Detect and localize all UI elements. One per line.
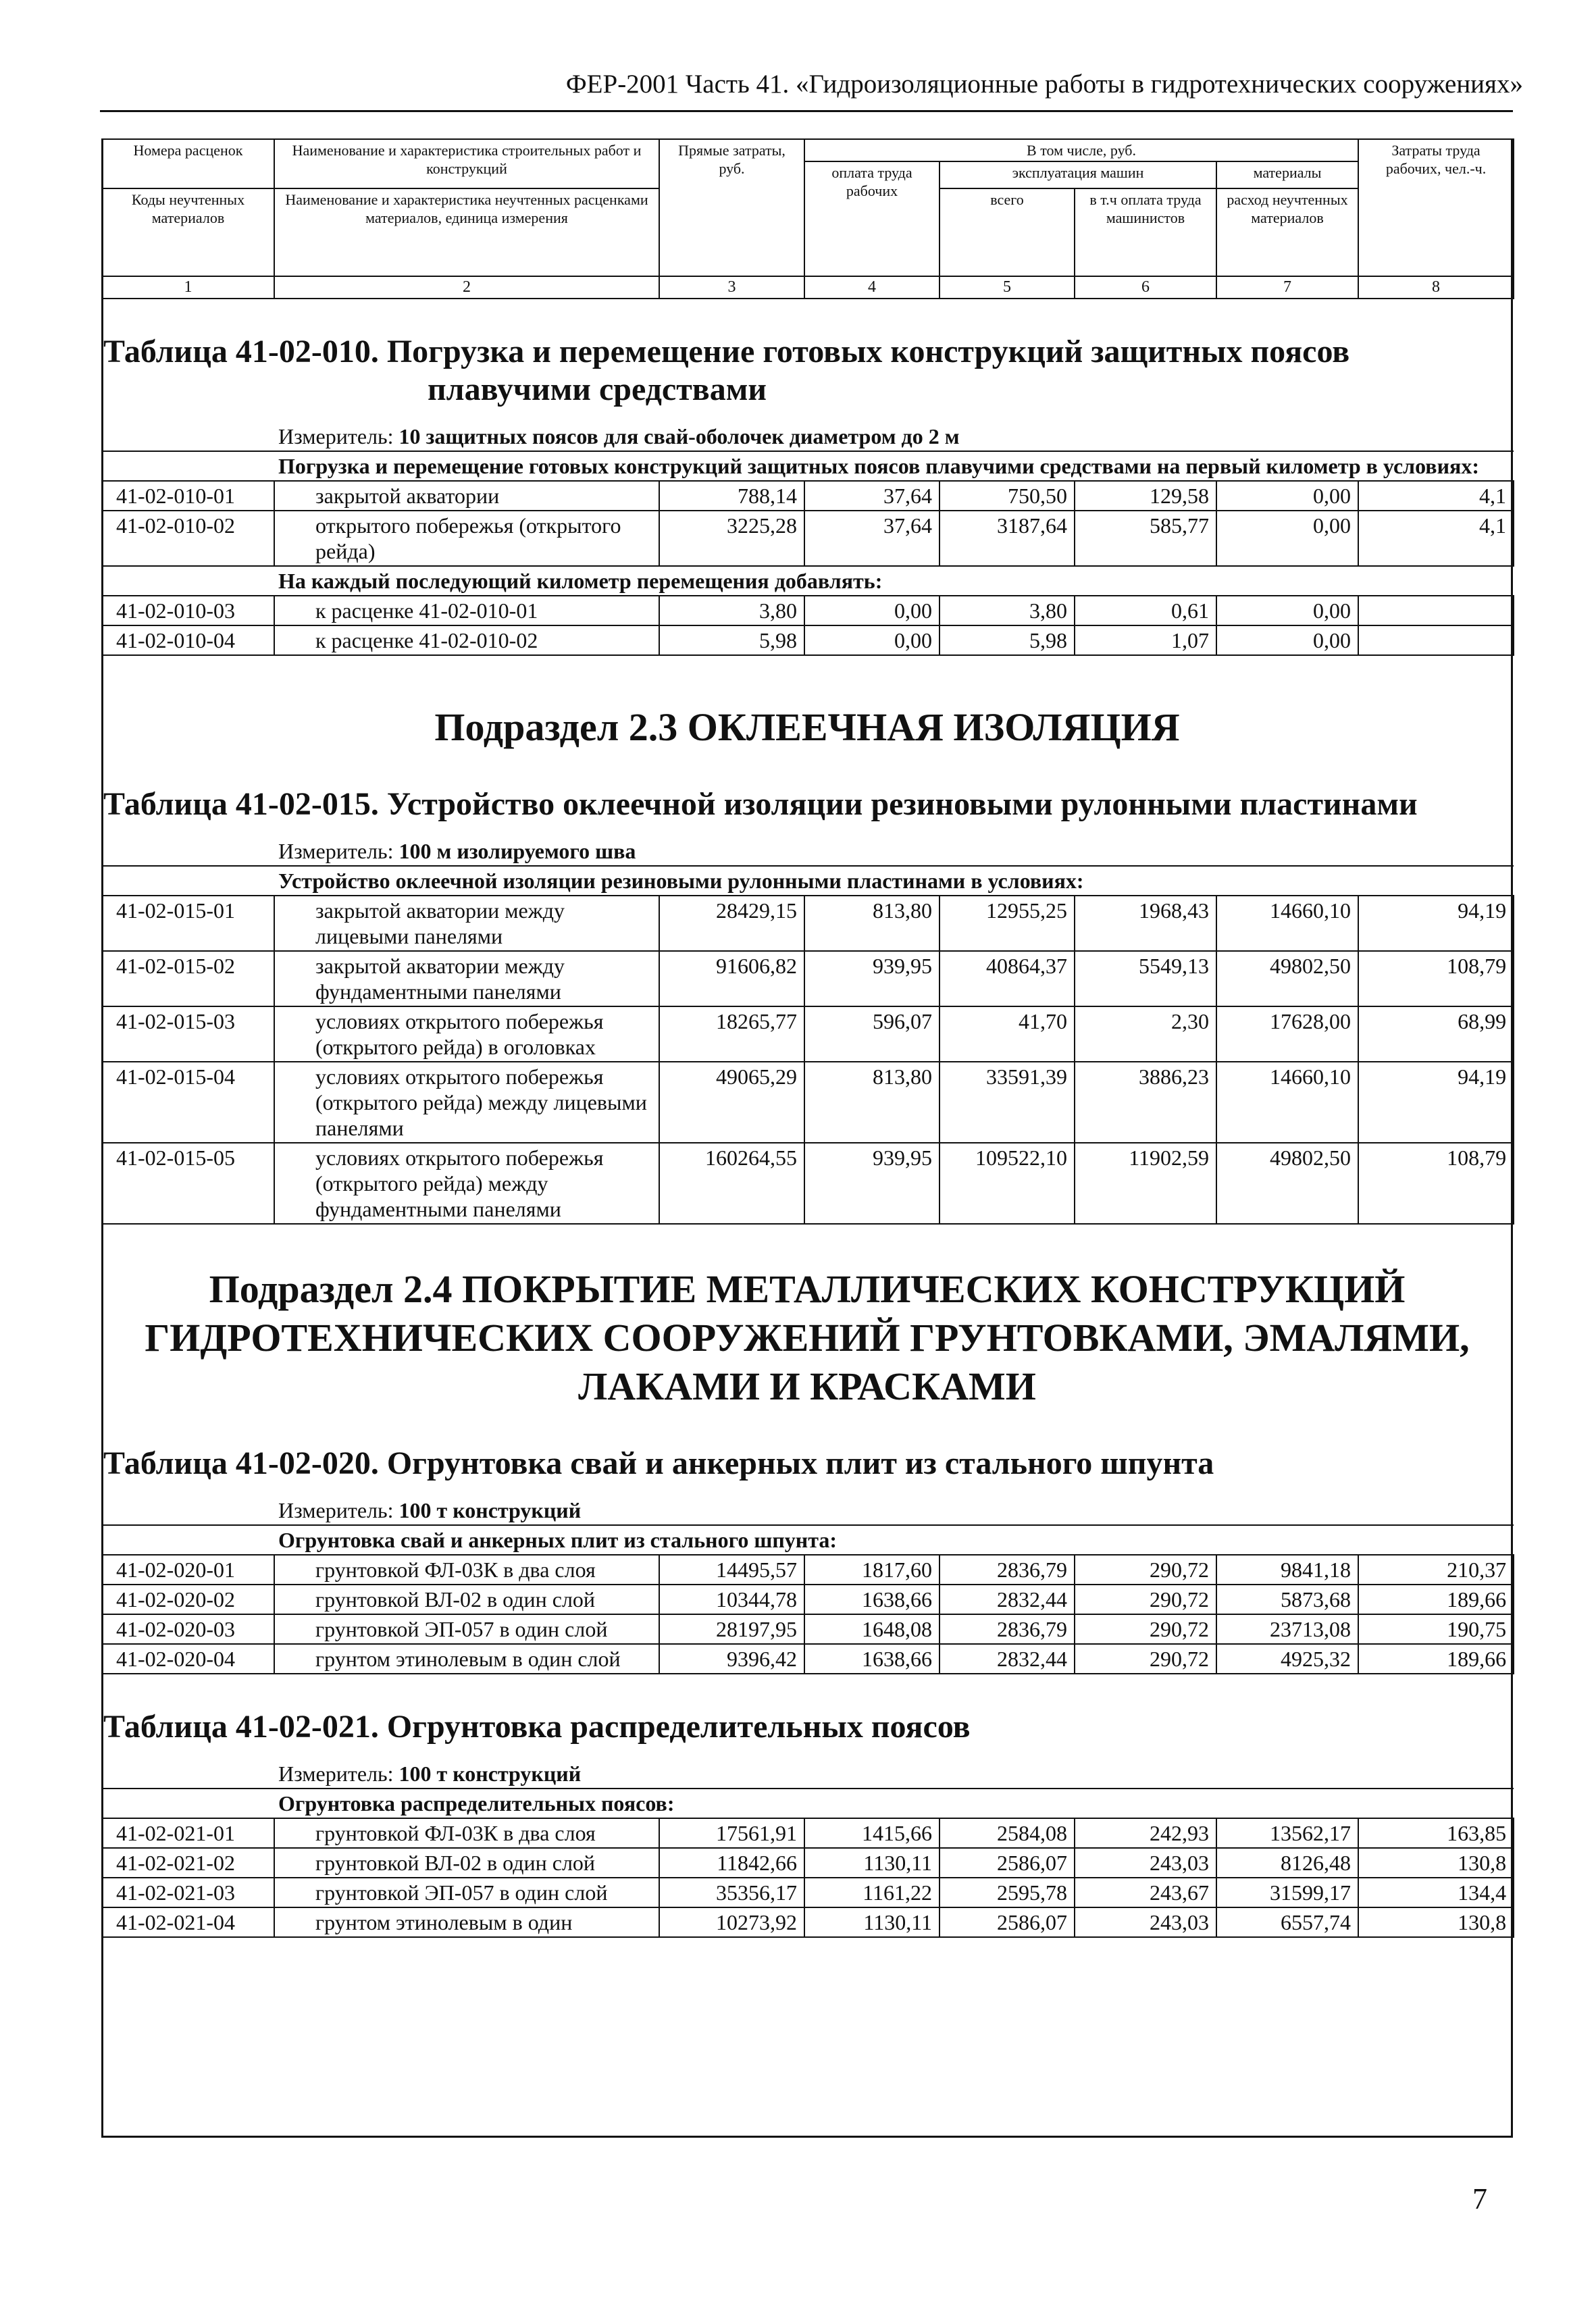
page-frame: [101, 138, 1513, 2138]
machinist-pay: 242,93: [1075, 1818, 1216, 1848]
machinist-pay: 5549,13: [1075, 951, 1216, 1006]
material-cost: 9841,18: [1216, 1555, 1358, 1585]
material-cost: 14660,10: [1216, 896, 1358, 951]
col6-header: в т.ч оплата труда машинистов: [1075, 188, 1216, 276]
work-name: грунтовкой ВЛ-02 в один слой: [274, 1585, 659, 1614]
table-021-measure: [274, 1759, 1514, 1789]
labor-hours: 163,85: [1358, 1818, 1514, 1848]
work-name: условиях открытого побережья (открытого рейда) в оголовках: [274, 1006, 659, 1062]
labor-pay: 813,80: [804, 1062, 939, 1143]
measure-value: 100 м изолируемого шва: [398, 839, 636, 863]
measure-label: Измеритель:: [278, 1498, 399, 1522]
measure-value: 100 т конструкций: [398, 1762, 582, 1786]
direct-cost: 17561,91: [659, 1818, 804, 1848]
labor-hours: 108,79: [1358, 951, 1514, 1006]
measure-value: 10 защитных поясов для свай-оболочек диаметром до 2 м: [398, 424, 960, 448]
labor-pay: 1130,11: [804, 1848, 939, 1878]
table-row: [102, 1614, 1514, 1644]
labor-pay: 0,00: [804, 596, 939, 625]
direct-cost: 11842,66: [659, 1848, 804, 1878]
table-010-rows-2: [102, 596, 1514, 655]
table-row: [102, 896, 1514, 951]
col8-header: Затраты труда рабочих, чел.-ч.: [1358, 139, 1514, 276]
direct-cost: 35356,17: [659, 1878, 804, 1907]
section-2-4-title: [103, 1265, 1511, 1411]
direct-cost: 5,98: [659, 625, 804, 655]
table-010-title-line1: Таблица 41-02-010. Погрузка и перемещение готовых конструкций защитных поясов: [103, 334, 1350, 369]
machinist-pay: 290,72: [1075, 1614, 1216, 1644]
machinist-pay: 11902,59: [1075, 1143, 1216, 1224]
table-010-measure: [274, 422, 1514, 451]
table-row: [102, 951, 1514, 1006]
machinist-pay: 1968,43: [1075, 896, 1216, 951]
machine-total: 2584,08: [939, 1818, 1075, 1848]
table-row: [102, 1878, 1514, 1907]
labor-hours: 130,8: [1358, 1907, 1514, 1937]
machine-total: 2832,44: [939, 1644, 1075, 1674]
rate-code: 41-02-020-03: [102, 1614, 274, 1644]
rate-code: 41-02-020-01: [102, 1555, 274, 1585]
machine-total: 2586,07: [939, 1907, 1075, 1937]
direct-cost: 3,80: [659, 596, 804, 625]
table-row: [102, 1555, 1514, 1585]
material-cost: 49802,50: [1216, 1143, 1358, 1224]
work-name: грунтовкой ФЛ-03К в два слоя: [274, 1818, 659, 1848]
labor-pay: 596,07: [804, 1006, 939, 1062]
labor-hours: [1358, 625, 1514, 655]
table-010-title: [103, 333, 1511, 409]
col-num: 3: [659, 276, 804, 299]
table-row: [102, 1848, 1514, 1878]
table-row: [102, 1143, 1514, 1224]
col4-header: оплата труда рабочих: [804, 161, 939, 276]
direct-cost: 91606,82: [659, 951, 804, 1006]
machine-total: 5,98: [939, 625, 1075, 655]
direct-cost: 10344,78: [659, 1585, 804, 1614]
table-015-rows: [102, 896, 1514, 1224]
table-020-rows: [102, 1555, 1514, 1674]
rate-code: 41-02-021-03: [102, 1878, 274, 1907]
work-name: закрытой акватории между лицевыми панелями: [274, 896, 659, 951]
machine-total: 12955,25: [939, 896, 1075, 951]
material-cost: 17628,00: [1216, 1006, 1358, 1062]
table-015-measure: [274, 837, 1514, 866]
material-cost: 23713,08: [1216, 1614, 1358, 1644]
material-cost: 8126,48: [1216, 1848, 1358, 1878]
col-num: 5: [939, 276, 1075, 299]
work-name: грунтовкой ВЛ-02 в один слой: [274, 1848, 659, 1878]
direct-cost: 14495,57: [659, 1555, 804, 1585]
table-row: [102, 1585, 1514, 1614]
machine-total: 3187,64: [939, 511, 1075, 566]
incl-header: В том числе, руб.: [804, 139, 1358, 161]
table-010-rows: [102, 481, 1514, 566]
labor-pay: 1161,22: [804, 1878, 939, 1907]
direct-cost: 788,14: [659, 481, 804, 511]
material-cost: 0,00: [1216, 481, 1358, 511]
table-010: [101, 422, 1514, 656]
direct-cost: 18265,77: [659, 1006, 804, 1062]
machinist-pay: 2,30: [1075, 1006, 1216, 1062]
rate-code: 41-02-010-01: [102, 481, 274, 511]
table-015-title: Таблица 41-02-015. Устройство оклеечной изоляции резиновыми рулонными пластинами: [103, 786, 1418, 822]
rate-code: 41-02-015-01: [102, 896, 274, 951]
labor-hours: [1358, 596, 1514, 625]
labor-pay: 1638,66: [804, 1644, 939, 1674]
labor-pay: 939,95: [804, 1143, 939, 1224]
labor-hours: 190,75: [1358, 1614, 1514, 1644]
work-name: грунтовкой ЭП-057 в один слой: [274, 1878, 659, 1907]
labor-pay: 37,64: [804, 481, 939, 511]
table-row: [102, 1644, 1514, 1674]
table-020-title: Таблица 41-02-020. Огрунтовка свай и анкерных плит из стального шпунта: [103, 1445, 1214, 1481]
table-row: [102, 511, 1514, 566]
section-2-4-line1: Подраздел 2.4 ПОКРЫТИЕ МЕТАЛЛИЧЕСКИХ КОНСТРУКЦИЙ: [209, 1267, 1406, 1311]
labor-hours: 68,99: [1358, 1006, 1514, 1062]
col1-header-a: Номера расценок: [102, 139, 274, 188]
rate-code: 41-02-021-04: [102, 1907, 274, 1937]
table-021-rows: [102, 1818, 1514, 1937]
materials-header: материалы: [1216, 161, 1358, 188]
material-cost: 0,00: [1216, 596, 1358, 625]
rate-code: 41-02-015-04: [102, 1062, 274, 1143]
material-cost: 13562,17: [1216, 1818, 1358, 1848]
rate-code: 41-02-015-03: [102, 1006, 274, 1062]
col2-header-b: Наименование и характеристика неучтенных расценками материалов, единица измерения: [274, 188, 659, 276]
machinist-pay: 243,67: [1075, 1878, 1216, 1907]
labor-pay: 1648,08: [804, 1614, 939, 1644]
machine-total: 2836,79: [939, 1614, 1075, 1644]
table-row: [102, 1907, 1514, 1937]
material-cost: 31599,17: [1216, 1878, 1358, 1907]
direct-cost: 10273,92: [659, 1907, 804, 1937]
col-num: 8: [1358, 276, 1514, 299]
col2-header-a: Наименование и характеристика строительных работ и конструкций: [274, 139, 659, 188]
rate-code: 41-02-020-04: [102, 1644, 274, 1674]
table-row: [102, 1818, 1514, 1848]
direct-cost: 28197,95: [659, 1614, 804, 1644]
labor-pay: 0,00: [804, 625, 939, 655]
material-cost: 5873,68: [1216, 1585, 1358, 1614]
table-020-measure: [274, 1496, 1514, 1525]
labor-pay: 37,64: [804, 511, 939, 566]
running-header: ФЕР-2001 Часть 41. «Гидроизоляционные работы в гидротехнических сооружениях»: [565, 70, 1523, 99]
labor-hours: 189,66: [1358, 1585, 1514, 1614]
work-name: к расценке 41-02-010-02: [274, 625, 659, 655]
machinist-pay: 290,72: [1075, 1555, 1216, 1585]
table-row: [102, 1006, 1514, 1062]
labor-hours: 94,19: [1358, 1062, 1514, 1143]
page-number: 7: [1472, 2182, 1487, 2215]
col5-header: всего: [939, 188, 1075, 276]
labor-pay: 1415,66: [804, 1818, 939, 1848]
table-020: [101, 1496, 1514, 1674]
material-cost: 0,00: [1216, 511, 1358, 566]
rate-code: 41-02-015-05: [102, 1143, 274, 1224]
labor-hours: 210,37: [1358, 1555, 1514, 1585]
material-cost: 6557,74: [1216, 1907, 1358, 1937]
work-name: грунтовкой ФЛ-03К в два слоя: [274, 1555, 659, 1585]
table-010-title-line2: плавучими средствами: [428, 371, 767, 407]
table-015-condition: Устройство оклеечной изоляции резиновыми рулонными пластинами в условиях:: [274, 866, 1514, 896]
measure-label: Измеритель:: [278, 424, 399, 448]
labor-hours: 189,66: [1358, 1644, 1514, 1674]
rate-code: 41-02-021-01: [102, 1818, 274, 1848]
labor-hours: 130,8: [1358, 1848, 1514, 1878]
material-cost: 49802,50: [1216, 951, 1358, 1006]
table-row: [102, 481, 1514, 511]
machinist-pay: 0,61: [1075, 596, 1216, 625]
material-cost: 4925,32: [1216, 1644, 1358, 1674]
column-header-table: [101, 138, 1514, 299]
table-010-condition: Погрузка и перемещение готовых конструкций защитных поясов плавучими средствами на первый километр в условиях:: [274, 451, 1514, 481]
labor-hours: 94,19: [1358, 896, 1514, 951]
col-num: 1: [102, 276, 274, 299]
col1-header-b: Коды неучтенных материалов: [102, 188, 274, 276]
work-name: закрытой акватории: [274, 481, 659, 511]
col-num: 2: [274, 276, 659, 299]
direct-cost: 9396,42: [659, 1644, 804, 1674]
direct-cost: 28429,15: [659, 896, 804, 951]
machinist-pay: 1,07: [1075, 625, 1216, 655]
rate-code: 41-02-010-03: [102, 596, 274, 625]
rate-code: 41-02-020-02: [102, 1585, 274, 1614]
header-rule: [100, 110, 1513, 112]
machine-total: 2586,07: [939, 1848, 1075, 1878]
table-015: [101, 837, 1514, 1225]
work-name: условиях открытого побережья (открытого рейда) между лицевыми панелями: [274, 1062, 659, 1143]
table-row: [102, 1062, 1514, 1143]
labor-pay: 1130,11: [804, 1907, 939, 1937]
machine-total: 2832,44: [939, 1585, 1075, 1614]
labor-hours: 134,4: [1358, 1878, 1514, 1907]
labor-hours: 4,1: [1358, 481, 1514, 511]
material-cost: 0,00: [1216, 625, 1358, 655]
rate-code: 41-02-021-02: [102, 1848, 274, 1878]
machine-total: 109522,10: [939, 1143, 1075, 1224]
table-021-title: Таблица 41-02-021. Огрунтовка распределительных поясов: [103, 1709, 971, 1745]
machine-total: 40864,37: [939, 951, 1075, 1006]
direct-cost: 160264,55: [659, 1143, 804, 1224]
work-name: к расценке 41-02-010-01: [274, 596, 659, 625]
rate-code: 41-02-015-02: [102, 951, 274, 1006]
machine-total: 2595,78: [939, 1878, 1075, 1907]
table-row: [102, 596, 1514, 625]
labor-hours: 4,1: [1358, 511, 1514, 566]
section-2-3-title: Подраздел 2.3 ОКЛЕЕЧНАЯ ИЗОЛЯЦИЯ: [434, 705, 1180, 749]
section-2-4-line2: ГИДРОТЕХНИЧЕСКИХ СООРУЖЕНИЙ ГРУНТОВКАМИ, ЭМАЛЯМИ,: [145, 1316, 1470, 1360]
measure-value: 100 т конструкций: [398, 1498, 582, 1522]
work-name: грунтовкой ЭП-057 в один слой: [274, 1614, 659, 1644]
table-021-condition: Огрунтовка распределительных поясов:: [274, 1789, 1514, 1818]
section-2-4-line3: ЛАКАМИ И КРАСКАМИ: [578, 1364, 1036, 1408]
rate-code: 41-02-010-04: [102, 625, 274, 655]
measure-label: Измеритель:: [278, 1762, 399, 1786]
machine-total: 2836,79: [939, 1555, 1075, 1585]
machines-header: эксплуатация машин: [939, 161, 1216, 188]
labor-pay: 1638,66: [804, 1585, 939, 1614]
table-020-condition: Огрунтовка свай и анкерных плит из стального шпунта:: [274, 1525, 1514, 1555]
machinist-pay: 290,72: [1075, 1644, 1216, 1674]
labor-hours: 108,79: [1358, 1143, 1514, 1224]
machinist-pay: 243,03: [1075, 1907, 1216, 1937]
col3-header: Прямые затраты, руб.: [659, 139, 804, 276]
work-name: грунтом этинолевым в один слой: [274, 1644, 659, 1674]
machinist-pay: 585,77: [1075, 511, 1216, 566]
labor-pay: 813,80: [804, 896, 939, 951]
machinist-pay: 243,03: [1075, 1848, 1216, 1878]
machinist-pay: 129,58: [1075, 481, 1216, 511]
measure-label: Измеритель:: [278, 839, 399, 863]
machine-total: 750,50: [939, 481, 1075, 511]
rate-code: 41-02-010-02: [102, 511, 274, 566]
machinist-pay: 290,72: [1075, 1585, 1216, 1614]
col-num: 7: [1216, 276, 1358, 299]
labor-pay: 939,95: [804, 951, 939, 1006]
col-num: 6: [1075, 276, 1216, 299]
table-010-condition-2: На каждый последующий километр перемещения добавлять:: [274, 566, 1514, 596]
direct-cost: 3225,28: [659, 511, 804, 566]
col7-header: расход неучтенных материалов: [1216, 188, 1358, 276]
table-021: [101, 1759, 1514, 1938]
work-name: закрытой акватории между фундаментными панелями: [274, 951, 659, 1006]
col-num: 4: [804, 276, 939, 299]
machinist-pay: 3886,23: [1075, 1062, 1216, 1143]
machine-total: 3,80: [939, 596, 1075, 625]
work-name: условиях открытого побережья (открытого рейда) между фундаментными панелями: [274, 1143, 659, 1224]
work-name: открытого побережья (открытого рейда): [274, 511, 659, 566]
labor-pay: 1817,60: [804, 1555, 939, 1585]
table-row: [102, 625, 1514, 655]
work-name: грунтом этинолевым в один: [274, 1907, 659, 1937]
direct-cost: 49065,29: [659, 1062, 804, 1143]
machine-total: 33591,39: [939, 1062, 1075, 1143]
material-cost: 14660,10: [1216, 1062, 1358, 1143]
machine-total: 41,70: [939, 1006, 1075, 1062]
